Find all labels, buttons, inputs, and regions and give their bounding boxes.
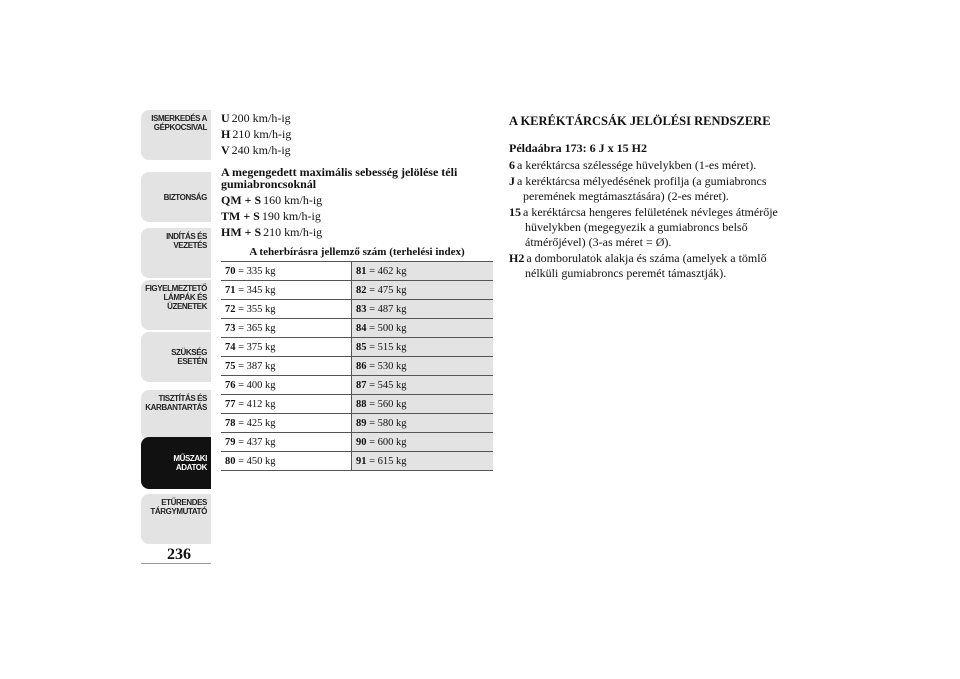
load-index: 87 [356,379,367,391]
load-cell-right [352,338,494,357]
load-index: 85 [356,341,367,353]
load-value: = 500 kg [369,322,407,334]
load-value: = 560 kg [369,398,407,410]
winter-speed-row [221,224,493,240]
load-value: = 487 kg [369,303,407,315]
load-value: = 355 kg [238,303,276,315]
speed-value: 200 km/h-ig [231,111,291,125]
rim-heading: A KERÉKTÁRCSÁK JELÖLÉSI RENDSZERE [509,114,771,128]
load-index: 79 [225,436,236,448]
rim-text: a keréktárcsa hengeres felületének névleges átmérője hüvelykben (megegyezik a gumiabroncs belső átmérőjével) (3-as méret = Ø). [523,205,778,249]
tab-tisztitas[interactable] [141,390,211,440]
load-value: = 450 kg [238,455,276,467]
load-cell-left [221,262,352,281]
load-cell-left [221,300,352,319]
load-cell-left [221,338,352,357]
load-index: 82 [356,284,367,296]
load-index: 78 [225,417,236,429]
tab-label: TÁRGYMUTATÓ [150,507,207,516]
rim-text: a domborulatok alakja és száma (amelyek a tömlő nélküli gumiabroncs peremét támasztják). [525,251,767,280]
load-cell-right [352,433,494,452]
table-row [221,262,493,281]
load-cell-right [352,357,494,376]
table-row [221,395,493,414]
load-value: = 600 kg [369,436,407,448]
load-index: 91 [356,455,367,467]
load-value: = 530 kg [369,360,407,372]
tab-label: MŰSZAKI ADATOK [173,454,207,472]
load-index: 76 [225,379,236,391]
rim-text: a keréktárcsa szélessége hüvelykben (1-es méret). [517,158,757,172]
load-index: 70 [225,265,236,277]
rim-item [509,158,789,173]
rim-code: J [509,174,515,188]
load-value: = 365 kg [238,322,276,334]
tab-label: LÁMPÁK ÉS [163,293,207,302]
load-table-title: A teherbírásra jellemző szám (terhelési index) [249,246,465,258]
rim-example: Példaábra 173: 6 J x 15 H2 [509,141,647,155]
table-row [221,452,493,471]
speed-code: QM + S [221,193,262,207]
tab-label: TISZTÍTÁS ÉS [158,394,207,403]
tab-inditas[interactable] [141,228,211,278]
load-value: = 475 kg [369,284,407,296]
tab-ismerkedes[interactable] [141,110,211,160]
load-cell-left [221,395,352,414]
load-index: 77 [225,398,236,410]
load-value: = 437 kg [238,436,276,448]
load-index: 71 [225,284,236,296]
load-value: = 387 kg [238,360,276,372]
load-index: 72 [225,303,236,315]
winter-speed-row [221,192,493,208]
tab-figyelmezteto[interactable] [141,280,211,330]
speed-value: 210 km/h-ig [263,225,323,239]
load-cell-left [221,414,352,433]
load-cell-left [221,376,352,395]
load-cell-right [352,452,494,471]
load-cell-right [352,262,494,281]
table-row [221,319,493,338]
load-value: = 462 kg [369,265,407,277]
table-row [221,376,493,395]
load-value: = 375 kg [238,341,276,353]
load-value: = 335 kg [238,265,276,277]
winter-speed-heading: A megengedett maximális sebesség jelölése téli gumiabroncsoknál [221,165,458,191]
load-cell-right [352,414,494,433]
rim-code: H2 [509,251,525,265]
tab-muszaki-adatok[interactable] [141,437,211,489]
load-value: = 615 kg [369,455,407,467]
load-cell-left [221,281,352,300]
load-value: = 515 kg [369,341,407,353]
table-row [221,281,493,300]
load-value: = 345 kg [238,284,276,296]
speed-value: 190 km/h-ig [261,209,321,223]
load-value: = 400 kg [238,379,276,391]
load-index: 75 [225,360,236,372]
table-row [221,433,493,452]
load-index: 73 [225,322,236,334]
table-row [221,414,493,433]
load-index: 84 [356,322,367,334]
tab-szukseg[interactable] [141,332,211,382]
rim-code: 6 [509,158,515,172]
load-index: 90 [356,436,367,448]
load-cell-left [221,319,352,338]
speed-index-section [221,110,493,240]
speed-code: V [221,143,230,157]
rim-item [509,174,789,204]
load-cell-left [221,357,352,376]
page-number: 236 [167,546,191,563]
load-cell-left [221,433,352,452]
rim-marking-section [509,114,789,282]
rim-item [509,251,789,281]
load-value: = 412 kg [238,398,276,410]
tab-label: ÜZENETEK [167,302,207,311]
tab-label: BIZTONSÁG [163,192,207,202]
speed-row [221,126,493,142]
tab-targymutato[interactable] [141,494,211,544]
tab-label: FIGYELMEZTETŐ [145,284,207,293]
speed-row [221,110,493,126]
tab-label: ETŰRENDES [161,498,207,507]
speed-code: U [221,111,230,125]
load-cell-left [221,452,352,471]
tab-label: KARBANTARTÁS [145,403,207,412]
rim-item [509,205,789,250]
tab-label: GÉPKOCSIVAL [153,123,207,132]
speed-value: 240 km/h-ig [231,143,291,157]
load-index: 80 [225,455,236,467]
table-row [221,357,493,376]
load-index: 88 [356,398,367,410]
load-cell-right [352,281,494,300]
speed-value: 160 km/h-ig [263,193,323,207]
speed-code: TM + S [221,209,260,223]
tab-label: VEZETÉS [173,241,207,250]
load-index-table [221,261,493,471]
winter-speed-row [221,208,493,224]
load-cell-right [352,376,494,395]
tab-label: ISMERKEDÉS A [151,114,207,123]
load-value: = 545 kg [369,379,407,391]
load-value: = 425 kg [238,417,276,429]
speed-value: 210 km/h-ig [232,127,292,141]
table-row [221,338,493,357]
tab-biztonsag[interactable] [141,172,211,222]
load-index: 89 [356,417,367,429]
speed-row [221,142,493,158]
speed-code: HM + S [221,225,262,239]
rim-text: a keréktárcsa mélyedésének profilja (a gumiabroncs peremének megtámasztására) (2-es méret). [517,174,767,203]
load-index: 81 [356,265,367,277]
load-index: 83 [356,303,367,315]
load-value: = 580 kg [369,417,407,429]
load-index: 74 [225,341,236,353]
tab-label: SZÜKSÉG ESETÉN [171,348,207,366]
load-index: 86 [356,360,367,372]
load-cell-right [352,300,494,319]
speed-code: H [221,127,231,141]
rim-code: 15 [509,205,521,219]
load-cell-right [352,319,494,338]
tab-label: INDÍTÁS ÉS [166,232,207,241]
table-row [221,300,493,319]
load-cell-right [352,395,494,414]
